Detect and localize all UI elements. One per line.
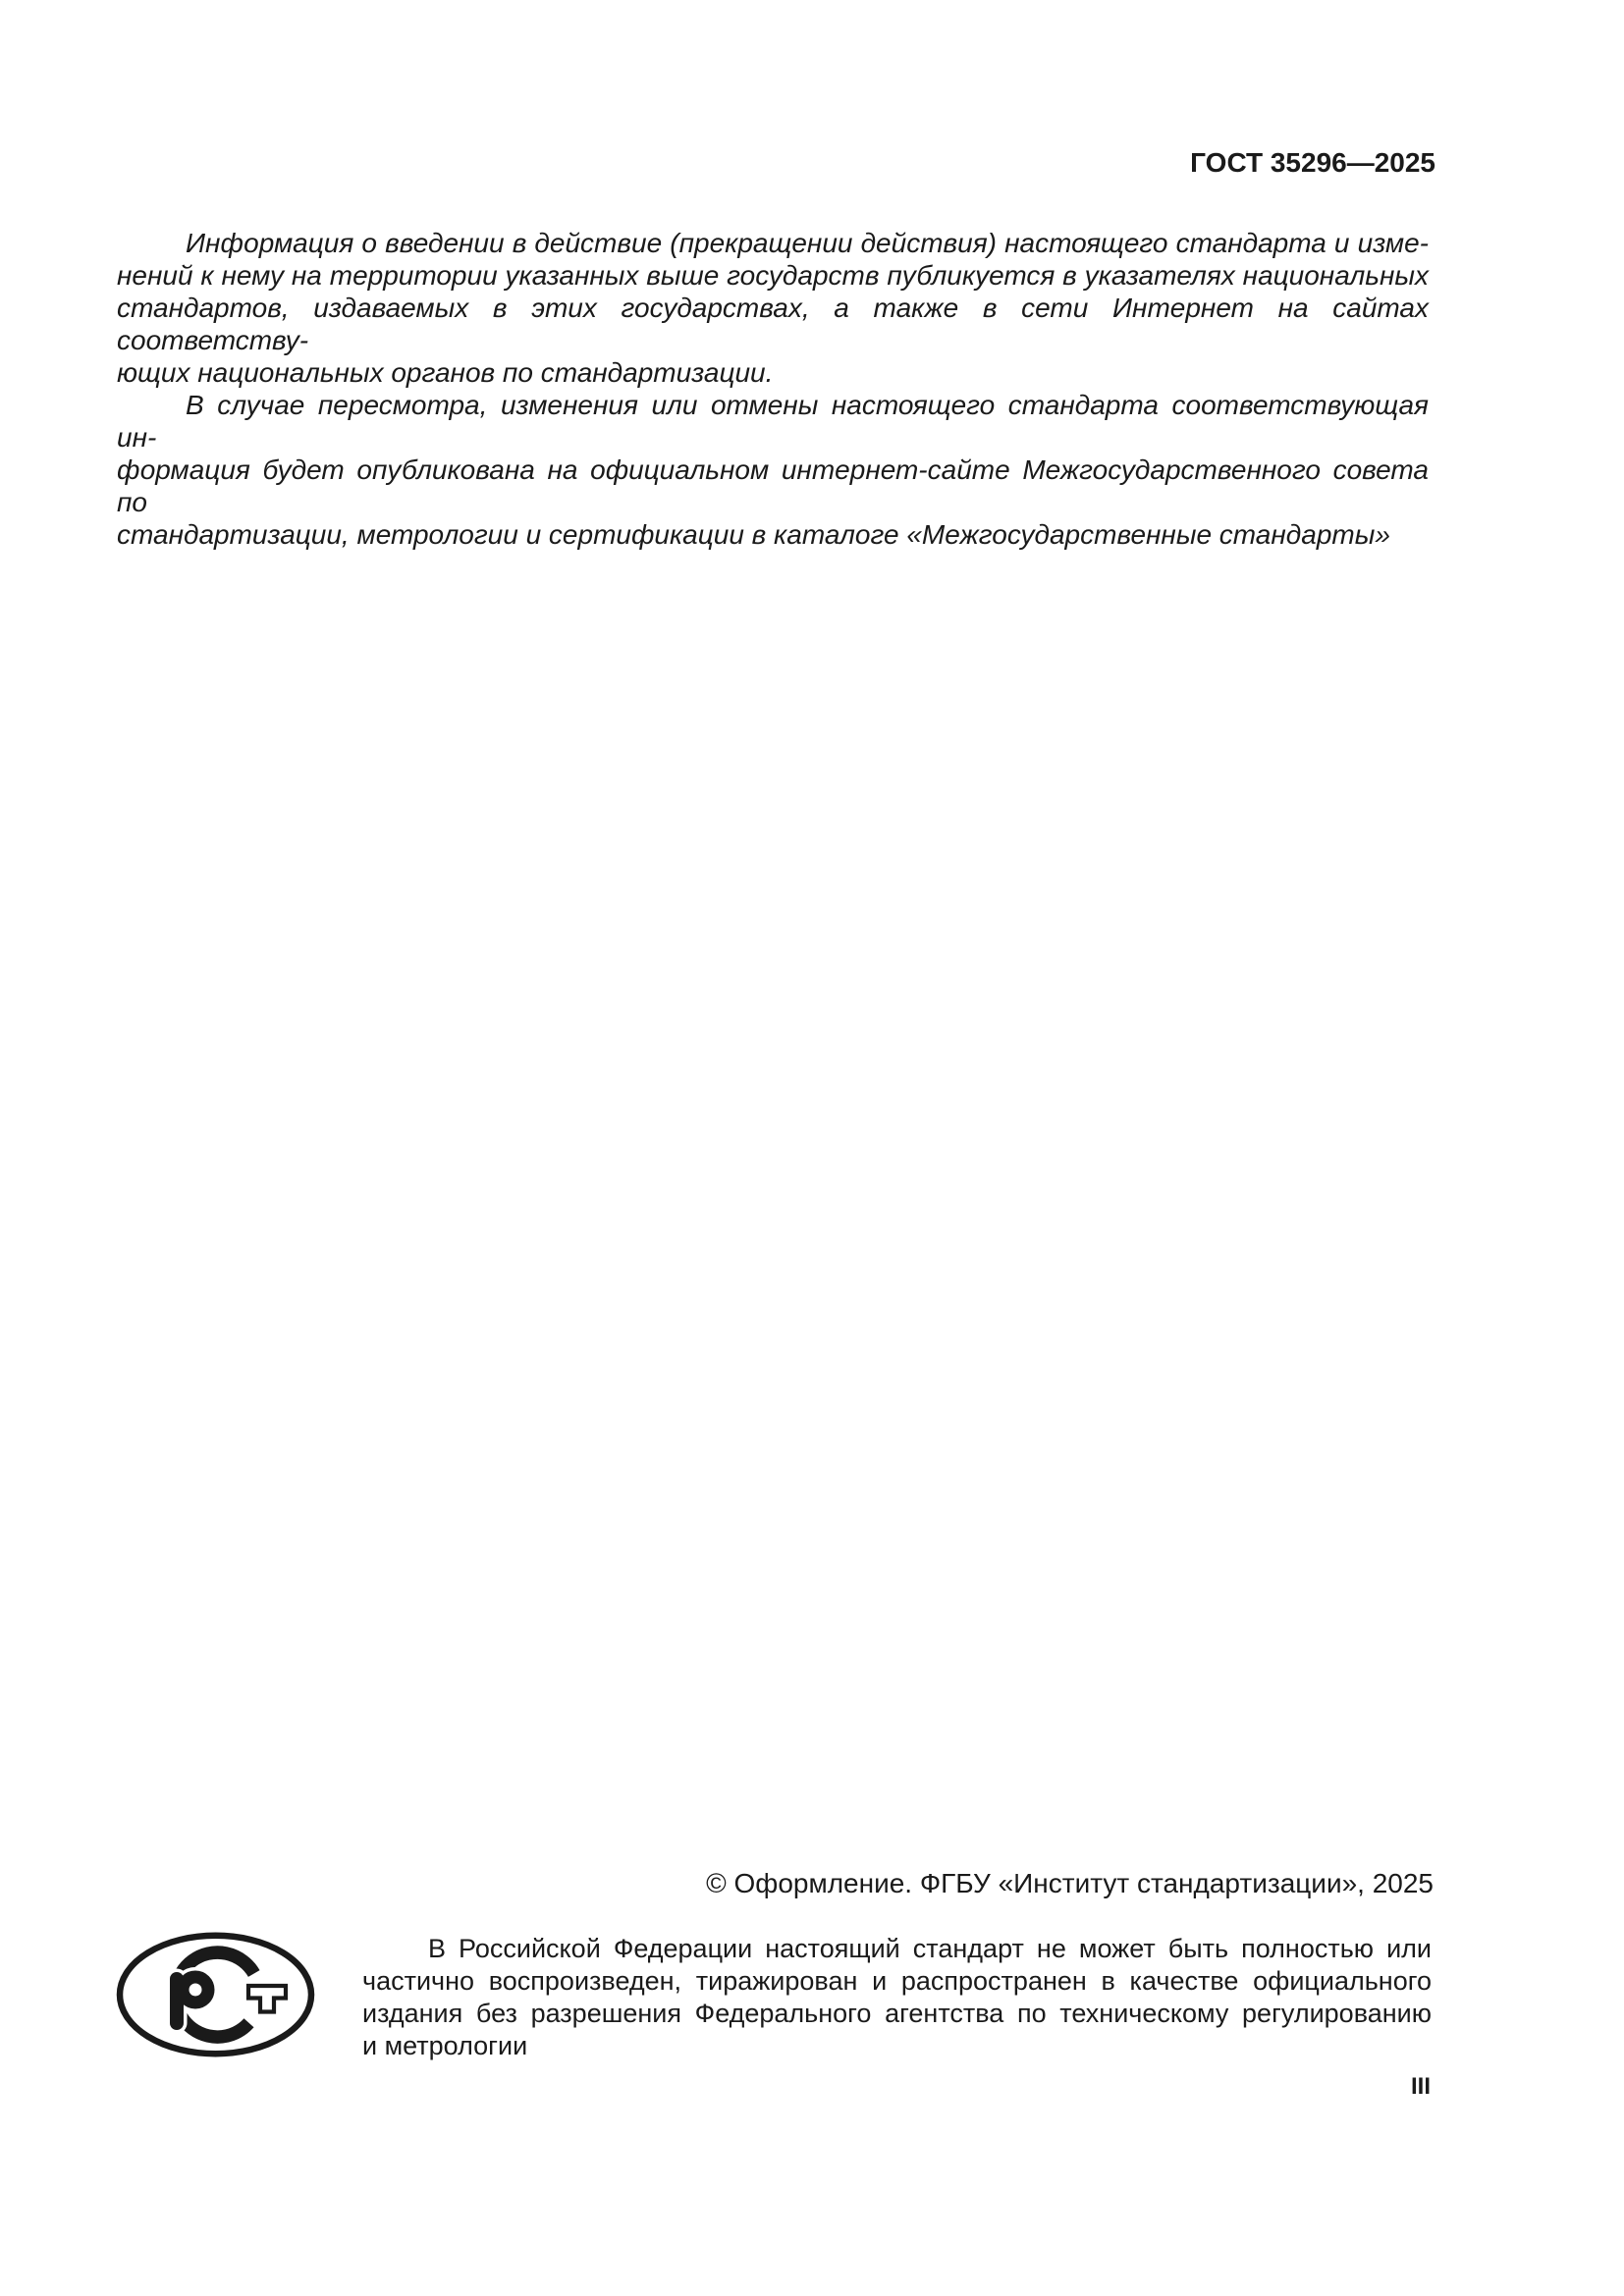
text-line: частично воспроизведен, тиражирован и распространен в качестве официального (362, 1966, 1432, 1996)
text-line: издания без разрешения Федерального агентства по техническому регулированию (362, 1999, 1432, 2028)
text-line: и метрологии (362, 2031, 528, 2060)
reproduction-restriction-note (362, 1933, 1432, 2062)
text-line: В Российской Федерации настоящий стандарт не может быть полностью или (428, 1934, 1432, 1963)
text-line: нений к нему на территории указанных выше государств публикуется в указателях национальных (117, 260, 1429, 291)
text-line: В случае пересмотра, изменения или отмены настоящего стандарта соответствующая ин- (117, 390, 1429, 453)
text-line: Информация о введении в действие (прекращении действия) настоящего стандарта и изме- (186, 228, 1429, 258)
copyright-line: © Оформление. ФГБУ «Институт стандартизации», 2025 (706, 1868, 1434, 1898)
text-line: стандартов, издаваемых в этих государствах, а также в сети Интернет на сайтах соответству- (117, 293, 1429, 355)
intro-paragraph-1 (117, 227, 1429, 389)
page-number: III (1410, 2073, 1431, 2100)
document-code-header: ГОСТ 35296—2025 (1190, 147, 1435, 178)
rosstandart-rst-icon (116, 1932, 315, 2057)
text-line: формация будет опубликована на официальном интернет-сайте Межгосударственного совета по (117, 454, 1429, 517)
logo-letter-t (248, 1986, 286, 2012)
logo-letter-p (177, 1977, 208, 2023)
text-line: ющих национальных органов по стандартизации. (117, 357, 774, 388)
intro-availability-note (117, 227, 1429, 551)
intro-paragraph-2 (117, 389, 1429, 551)
text-line: стандартизации, метрологии и сертификации в каталоге «Межгосударственные стандарты» (117, 519, 1390, 550)
rosstandart-logo (116, 1932, 315, 2057)
